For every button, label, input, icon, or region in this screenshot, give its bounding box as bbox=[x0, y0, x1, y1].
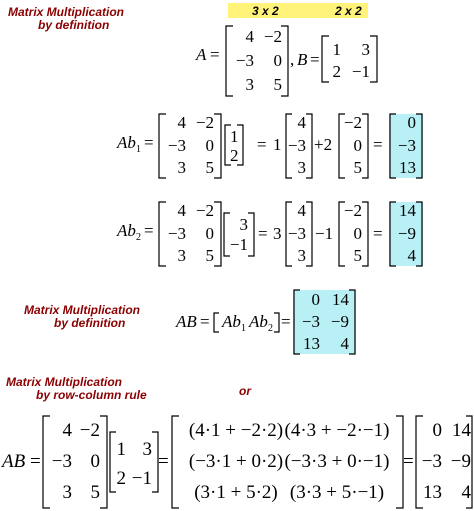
A-cell: −3 bbox=[235, 51, 254, 70]
matrix-B-left-bracket bbox=[322, 36, 329, 82]
equals-sign: = bbox=[258, 224, 268, 243]
Ab2-subscript: 2 bbox=[268, 323, 273, 334]
A-cell: 4 bbox=[177, 201, 186, 220]
row-Ab2 bbox=[116, 201, 423, 266]
b1-cell: 2 bbox=[230, 146, 239, 165]
A-cell: 4 bbox=[245, 27, 254, 46]
B-cell: 1 bbox=[116, 439, 126, 460]
col2-right-bracket bbox=[362, 202, 368, 266]
equals-sign: = bbox=[144, 133, 154, 152]
matrix-A-right-bracket bbox=[214, 202, 221, 266]
equals-sign: = bbox=[310, 50, 320, 69]
product-cell: (−3·3 + 0·−1) bbox=[284, 451, 390, 472]
b2-cell: −1 bbox=[229, 235, 248, 254]
Ab2-subscript: 2 bbox=[136, 232, 141, 243]
A-cell: 0 bbox=[273, 51, 282, 70]
result-cell: 14 bbox=[332, 290, 349, 309]
A-cell: 3 bbox=[177, 158, 186, 177]
matrix-A-right-bracket bbox=[281, 26, 288, 96]
b1-cell: 1 bbox=[230, 127, 239, 146]
col2-cell: 0 bbox=[353, 136, 362, 155]
title-line1: Matrix Multiplication bbox=[8, 5, 125, 19]
A-cell: 5 bbox=[90, 482, 100, 503]
columns-right-bracket bbox=[274, 313, 279, 332]
col2-cell: 0 bbox=[353, 224, 362, 243]
A-cell: −3 bbox=[167, 224, 186, 243]
equals-sign: = bbox=[30, 451, 41, 472]
A-cell: 5 bbox=[205, 158, 214, 177]
product-cell: (3·1 + 5·2) bbox=[194, 482, 278, 503]
result-cell: 0 bbox=[311, 290, 320, 309]
col1-cell: 3 bbox=[297, 246, 306, 265]
coefficient-1: 3 bbox=[273, 224, 282, 243]
product-cell: (4·1 + −2·2) bbox=[188, 420, 284, 441]
coefficient-1: 1 bbox=[273, 135, 282, 154]
result-cell: 4 bbox=[461, 482, 471, 503]
equals-sign: = bbox=[257, 135, 267, 154]
product-cell: (4·3 + −2·−1) bbox=[284, 420, 390, 441]
matrix-A-left-bracket bbox=[159, 202, 166, 266]
result-cell: −3 bbox=[397, 136, 416, 155]
result-cell: −3 bbox=[421, 451, 442, 472]
result-cell: −9 bbox=[450, 451, 471, 472]
coefficient-2: −1 bbox=[315, 224, 334, 243]
A-cell: 0 bbox=[205, 224, 214, 243]
result-cell: 0 bbox=[407, 113, 416, 132]
col1-right-bracket bbox=[306, 202, 312, 266]
A-cell: 5 bbox=[205, 246, 214, 265]
col1-cell: −3 bbox=[287, 136, 306, 155]
result-cell: −9 bbox=[330, 312, 349, 331]
matrix-A-left-bracket bbox=[226, 26, 233, 96]
A-cell: −2 bbox=[195, 113, 214, 132]
result-cell: 0 bbox=[432, 420, 442, 441]
vector-b2-right-bracket bbox=[248, 213, 254, 256]
col2-right-bracket bbox=[362, 114, 368, 178]
product-matrix-left-bracket bbox=[172, 416, 179, 508]
A-cell: 5 bbox=[273, 75, 282, 94]
A-cell: 4 bbox=[62, 420, 72, 441]
product-cell: (3·3 + 5·−1) bbox=[289, 482, 385, 503]
A-cell: 3 bbox=[177, 246, 186, 265]
Ab1-subscript: 1 bbox=[241, 323, 246, 334]
Ab1-label: Ab bbox=[222, 312, 241, 331]
row-Ab1 bbox=[116, 113, 423, 178]
B-cell: 3 bbox=[142, 439, 152, 460]
or-label: or bbox=[239, 384, 251, 398]
equals-sign: = bbox=[200, 312, 210, 331]
result-cell: 14 bbox=[399, 201, 416, 220]
section-title-line1: Matrix Multiplication bbox=[24, 303, 141, 317]
B-cell: −1 bbox=[351, 62, 370, 81]
col1-cell: 3 bbox=[297, 158, 306, 177]
A-cell: −2 bbox=[79, 420, 100, 441]
col2-cell: −2 bbox=[343, 201, 362, 220]
col1-cell: −3 bbox=[287, 224, 306, 243]
dim-A-label: 3 x 2 bbox=[252, 4, 279, 18]
matrix-A-right-bracket bbox=[214, 114, 221, 178]
col1-cell: 4 bbox=[297, 113, 306, 132]
A-cell: −2 bbox=[195, 201, 214, 220]
col2-cell: 5 bbox=[353, 246, 362, 265]
section-title-line2: by definition bbox=[54, 316, 126, 330]
equals-sign: = bbox=[210, 45, 220, 64]
result-cell: 13 bbox=[399, 158, 416, 177]
B-cell: 3 bbox=[361, 40, 370, 59]
col1-right-bracket bbox=[306, 114, 312, 178]
A-cell: 3 bbox=[62, 482, 72, 503]
A-cell: 4 bbox=[177, 113, 186, 132]
equals-sign: = bbox=[403, 451, 414, 472]
equals-sign: = bbox=[373, 135, 383, 154]
product-cell: (−3·1 + 0·2) bbox=[188, 451, 284, 472]
Ab1-subscript: 1 bbox=[136, 144, 141, 155]
columns-left-bracket bbox=[214, 313, 219, 332]
result-cell: 13 bbox=[303, 334, 320, 353]
matrix-B-right-bracket bbox=[370, 36, 377, 82]
equals-sign: = bbox=[373, 224, 383, 243]
equals-sign: = bbox=[144, 221, 154, 240]
B-cell: −1 bbox=[131, 468, 152, 489]
section-row-column-rule bbox=[0, 375, 472, 508]
A-cell: 3 bbox=[245, 75, 254, 94]
matrix-A-left-bracket bbox=[43, 416, 50, 508]
col2-cell: 5 bbox=[353, 158, 362, 177]
result-cell: 4 bbox=[340, 334, 349, 353]
A-cell: −3 bbox=[51, 451, 72, 472]
A-symbol: A bbox=[196, 45, 207, 64]
B-cell: 1 bbox=[332, 40, 341, 59]
section-title-line2: by row-column rule bbox=[36, 388, 147, 402]
A-cell: −3 bbox=[167, 136, 186, 155]
matrix-A-left-bracket bbox=[159, 114, 166, 178]
matrix-definitions bbox=[195, 26, 377, 96]
result-cell: 14 bbox=[452, 420, 471, 441]
coefficient-2: +2 bbox=[314, 135, 333, 154]
result-cell: 13 bbox=[423, 482, 442, 503]
B-cell: 2 bbox=[116, 468, 126, 489]
b2-cell: 3 bbox=[239, 215, 248, 234]
col2-cell: −2 bbox=[343, 113, 362, 132]
A-cell: −2 bbox=[263, 27, 282, 46]
A-cell: 0 bbox=[205, 136, 214, 155]
result-cell: 4 bbox=[407, 246, 416, 265]
equals-sign: = bbox=[158, 451, 169, 472]
Ab2-label: Ab bbox=[249, 312, 268, 331]
section-AB-definition bbox=[24, 290, 356, 354]
title-line2: by definition bbox=[38, 18, 110, 32]
A-cell: 0 bbox=[90, 451, 100, 472]
B-symbol: B bbox=[297, 50, 308, 69]
Ab1-label: Ab bbox=[117, 133, 136, 152]
AB-label: AB bbox=[2, 451, 26, 472]
matrix-A-right-bracket bbox=[100, 416, 107, 508]
section-title-line1: Matrix Multiplication bbox=[6, 375, 123, 389]
matrix-B-left-bracket bbox=[110, 432, 116, 492]
product-matrix-right-bracket bbox=[396, 416, 403, 508]
Ab2-label: Ab bbox=[117, 221, 136, 240]
B-cell: 2 bbox=[332, 62, 341, 81]
result-cell: −3 bbox=[301, 312, 320, 331]
result-cell: −9 bbox=[397, 224, 416, 243]
dim-B-label: 2 x 2 bbox=[335, 4, 362, 18]
comma: , bbox=[290, 50, 295, 69]
equals-sign: = bbox=[281, 312, 291, 331]
AB-label: AB bbox=[176, 312, 197, 331]
col1-cell: 4 bbox=[297, 201, 306, 220]
